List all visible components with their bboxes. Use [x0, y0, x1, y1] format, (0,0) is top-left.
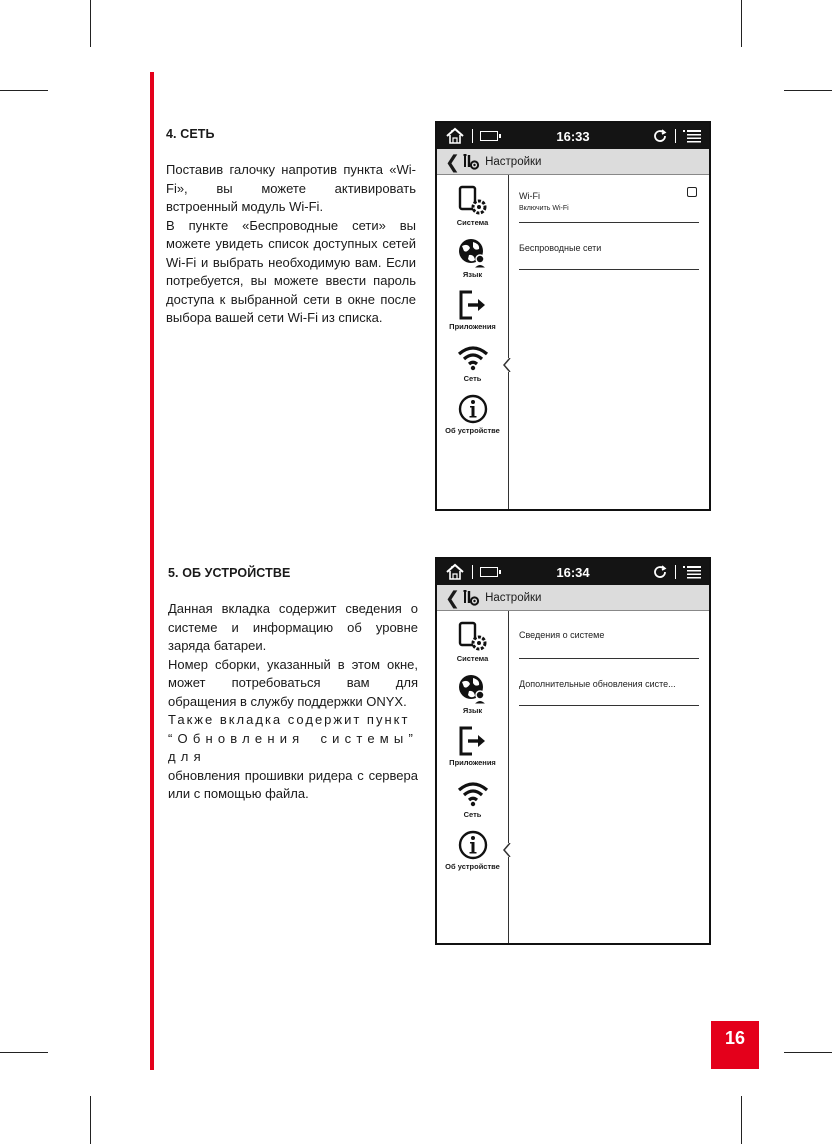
paragraph: Номер сборки, указанный в этом окне, может потребоваться вам для обращения в службу поддержки ONYX. — [168, 656, 418, 709]
wifi-checkbox[interactable] — [687, 187, 697, 197]
nav-item-system[interactable] — [437, 179, 508, 231]
clock: 16:33 — [556, 128, 590, 144]
settings-tools-icon — [462, 153, 480, 171]
settings-tools-icon — [462, 589, 480, 607]
row-title: Сведения о системе — [519, 630, 605, 640]
paragraph — [168, 711, 418, 804]
nav-item-network[interactable] — [437, 771, 508, 823]
status-bar — [437, 559, 709, 585]
wifi-icon — [456, 777, 490, 809]
menu-list-icon[interactable] — [683, 129, 701, 143]
nav-item-language[interactable] — [437, 231, 508, 283]
section-title: 4. СЕТЬ — [166, 127, 215, 141]
paragraph-line: Также вкладка содержит пункт — [168, 712, 410, 727]
nav-label: Язык — [462, 706, 483, 715]
home-icon[interactable] — [445, 562, 465, 582]
nav-item-applications[interactable] — [437, 283, 508, 335]
refresh-icon[interactable] — [652, 128, 668, 144]
nav-label: Об устройстве — [445, 862, 500, 871]
nav-label: Система — [456, 218, 489, 227]
crop-mark — [784, 90, 832, 91]
separator — [675, 565, 676, 579]
nav-item-about[interactable] — [437, 387, 508, 439]
menu-list-icon[interactable] — [683, 565, 701, 579]
nav-label: Система — [456, 654, 489, 663]
nav-label: Язык — [462, 270, 483, 279]
nav-label: Сеть — [463, 810, 482, 819]
margin-accent-bar — [150, 72, 154, 1070]
section-about — [168, 566, 418, 804]
crop-mark — [0, 1052, 48, 1053]
wifi-toggle-row[interactable] — [519, 175, 699, 223]
section-network — [166, 127, 416, 328]
nav-item-system[interactable] — [437, 615, 508, 667]
settings-header — [437, 149, 709, 175]
device-screenshot-network — [435, 121, 711, 511]
crop-mark — [90, 1096, 91, 1144]
back-button[interactable]: ❮ — [445, 151, 461, 172]
nav-item-language[interactable] — [437, 667, 508, 719]
wireless-networks-row[interactable] — [519, 223, 699, 270]
settings-pane — [509, 175, 709, 509]
paragraph: Данная вкладка содержит сведения о системе и информацию об уровне заряда батареи. — [168, 601, 418, 653]
battery-icon — [480, 567, 498, 577]
nav-label: Приложения — [449, 322, 496, 331]
section-body — [168, 600, 418, 804]
paragraph: В пункте «Беспроводные сети» вы можете увидеть список доступных сетей Wi-Fi и выбрать необходимую вам. Если потребуется, вы можете ввести пароль доступа к выбранной сети в окне после выбора вашей сети Wi-Fi из списка. — [166, 217, 416, 325]
system-icon — [456, 621, 490, 653]
language-icon — [456, 673, 490, 705]
device-screenshot-about — [435, 557, 711, 945]
nav-item-about[interactable] — [437, 823, 508, 875]
header-title: Настройки — [485, 155, 542, 168]
battery-icon — [480, 131, 498, 141]
back-button[interactable]: ❮ — [445, 587, 461, 608]
refresh-icon[interactable] — [652, 564, 668, 580]
system-icon — [456, 185, 490, 217]
info-icon — [456, 829, 490, 861]
paragraph-line: “Обновления системы” для — [168, 730, 418, 764]
crop-mark — [784, 1052, 832, 1053]
nav-label: Об устройстве — [445, 426, 500, 435]
row-title: Wi-Fi — [519, 191, 540, 201]
crop-mark — [741, 0, 742, 47]
settings-sidebar — [437, 611, 509, 943]
status-bar — [437, 123, 709, 149]
section-body — [166, 161, 416, 328]
paragraph-line: обновления прошивки ридера с сервера или с помощью файла. — [168, 767, 418, 801]
home-icon[interactable] — [445, 126, 465, 146]
system-info-row[interactable] — [519, 611, 699, 659]
applications-icon — [456, 289, 490, 321]
system-updates-row[interactable] — [519, 659, 699, 706]
row-title: Беспроводные сети — [519, 243, 602, 253]
separator — [472, 565, 473, 579]
wifi-icon — [456, 341, 490, 373]
selection-notch — [503, 358, 512, 372]
settings-pane — [509, 611, 709, 943]
separator — [472, 129, 473, 143]
separator — [675, 129, 676, 143]
crop-mark — [0, 90, 48, 91]
nav-item-network[interactable] — [437, 335, 508, 387]
crop-mark — [90, 0, 91, 47]
nav-label: Сеть — [463, 374, 482, 383]
row-title: Дополнительные обновления систе... — [519, 679, 676, 689]
settings-sidebar — [437, 175, 509, 509]
clock: 16:34 — [556, 564, 590, 580]
page-number: 16 — [711, 1021, 759, 1069]
row-subtitle: Включить Wi-Fi — [519, 205, 569, 212]
info-icon — [456, 393, 490, 425]
language-icon — [456, 237, 490, 269]
applications-icon — [456, 725, 490, 757]
nav-item-applications[interactable] — [437, 719, 508, 771]
settings-header — [437, 585, 709, 611]
section-title: 5. ОБ УСТРОЙСТВЕ — [168, 566, 291, 580]
nav-label: Приложения — [449, 758, 496, 767]
selection-notch — [503, 843, 512, 857]
header-title: Настройки — [485, 591, 542, 604]
paragraph: Поставив галочку напротив пункта «Wi-Fi», вы можете активировать встроенный модуль Wi-Fi. — [166, 162, 416, 214]
crop-mark — [741, 1096, 742, 1144]
